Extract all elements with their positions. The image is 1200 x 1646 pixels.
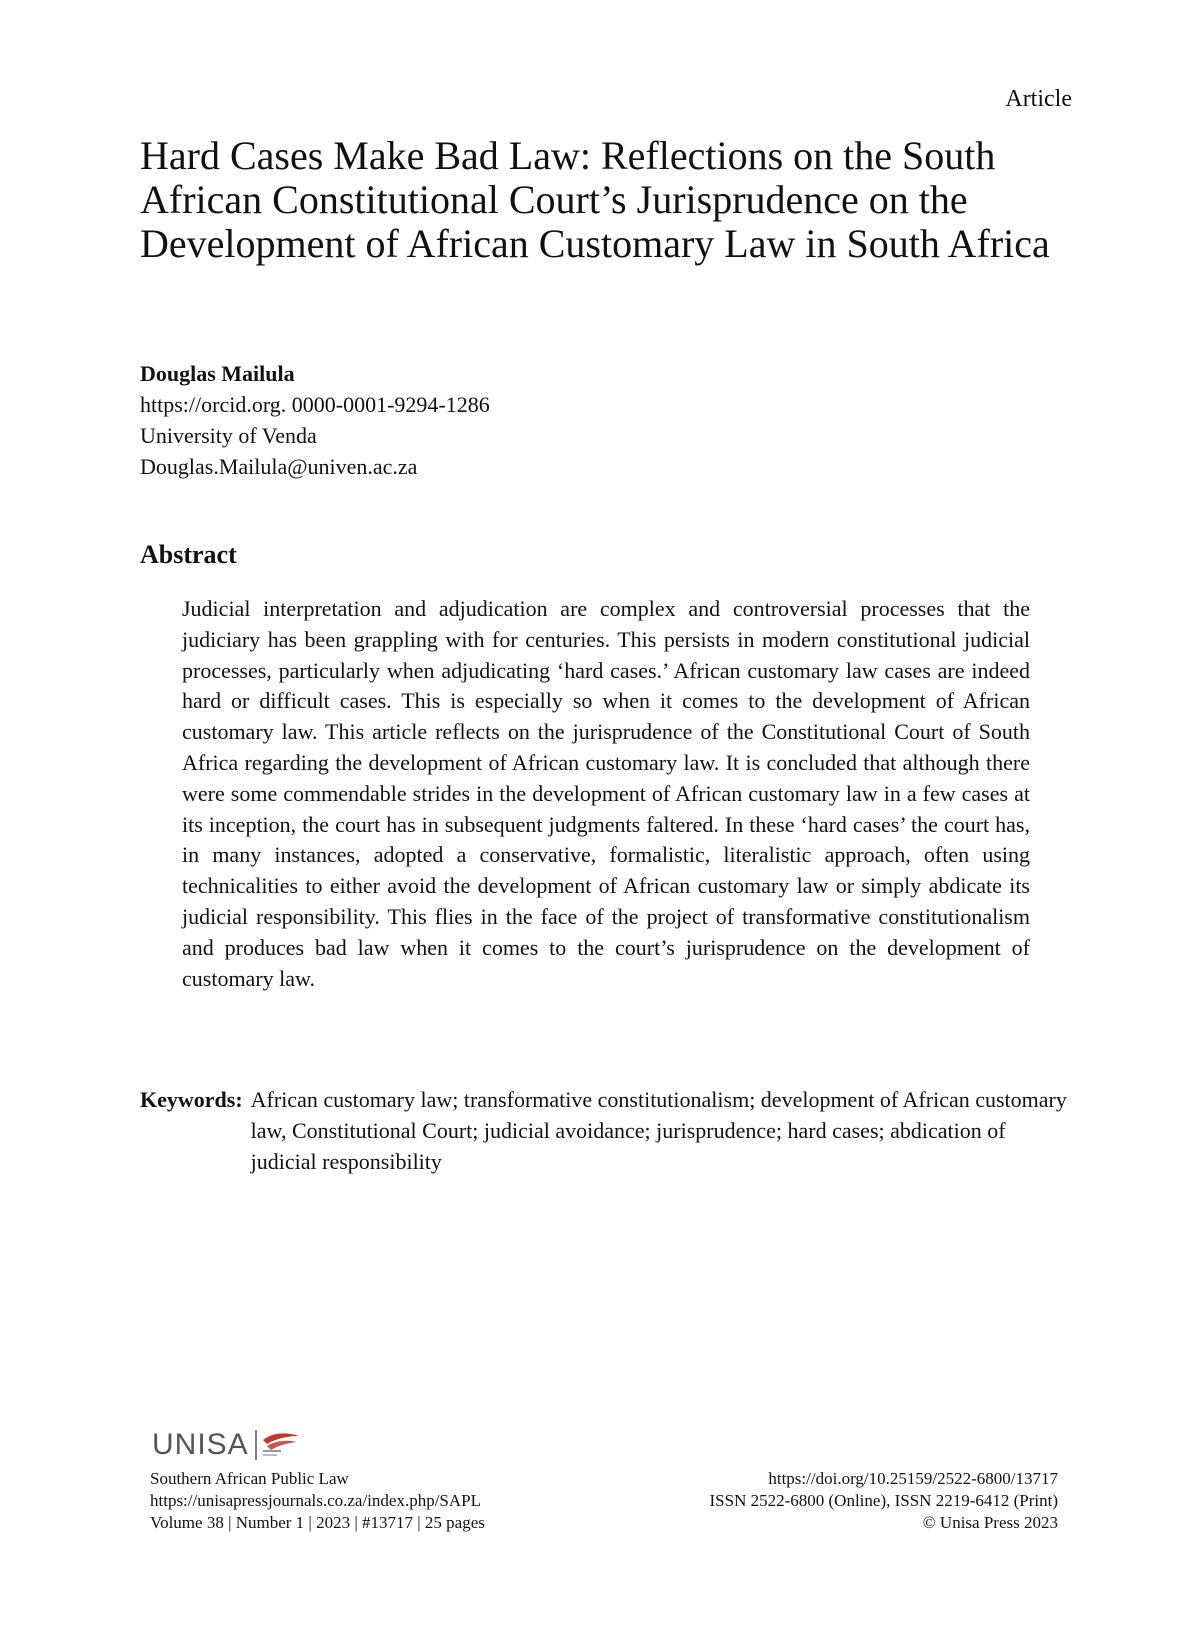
keywords-label: Keywords: <box>140 1087 243 1112</box>
abstract-heading: Abstract <box>140 540 237 569</box>
journal-url[interactable]: https://unisapressjournals.co.za/index.php/SAPL <box>150 1491 481 1510</box>
author-affiliation: University of Venda <box>140 423 317 448</box>
logo-text: UNISA <box>152 1428 249 1461</box>
abstract-text: Judicial interpretation and adjudication are complex and controversial processes that the judiciary has been grappling with for centuries. This persists in modern constitutional judicial processes, particularly when adjudicating ‘hard cases.’ African customary law cases are indeed hard or difficult cases. This is especially so when it comes to the development of African customary law. This article reflects on the jurisprudence of the Constitutional Court of South Africa regarding the development of African customary law. It is concluded that although there were some commendable strides in the development of African customary law in a few cases at its inception, the court has in subsequent judgments faltered. In these ‘hard cases’ the court has, in many instances, adopted a conservative, formalistic, literalistic approach, often using technicalities to either avoid the development of African customary law or simply abdicate its judicial responsibility. This flies in the face of the project of transformative constitutionalism and produces bad law when it comes to the court’s jurisprudence on the development of customary law. <box>182 596 1030 991</box>
keywords-text: African customary law; transformative constitutionalism; development of African customary law, Constitutional Court; judicial avoidance; jurisprudence; hard cases; abdication of judicial responsibility <box>250 1087 1067 1174</box>
author-email[interactable]: Douglas.Mailula@univen.ac.za <box>140 454 418 479</box>
author-orcid[interactable]: https://orcid.org. 0000-0001-9294-1286 <box>140 392 490 417</box>
copyright-notice: © Unisa Press 2023 <box>922 1513 1058 1532</box>
unisa-logo <box>152 1428 305 1462</box>
author-block <box>140 358 490 482</box>
journal-name: Southern African Public Law <box>150 1469 349 1488</box>
article-title: Hard Cases Make Bad Law: Reflections on the South African Constitutional Court’s Jurisprudence on the Development of African Customary Law in South Africa <box>140 133 1050 266</box>
logo-flame-icon <box>253 1428 305 1462</box>
doi-link[interactable]: https://doi.org/10.25159/2522-6800/13717 <box>768 1469 1058 1488</box>
article-type-label: Article <box>1005 86 1072 112</box>
footer-publication-info <box>710 1468 1059 1534</box>
issn-info: ISSN 2522-6800 (Online), ISSN 2219-6412 (Print) <box>709 1491 1058 1510</box>
keywords-section <box>140 1084 1070 1177</box>
author-name: Douglas Mailula <box>140 361 295 386</box>
volume-info: Volume 38 | Number 1 | 2023 | #13717 | 25 pages <box>150 1513 485 1532</box>
footer-journal-info <box>150 1468 485 1534</box>
